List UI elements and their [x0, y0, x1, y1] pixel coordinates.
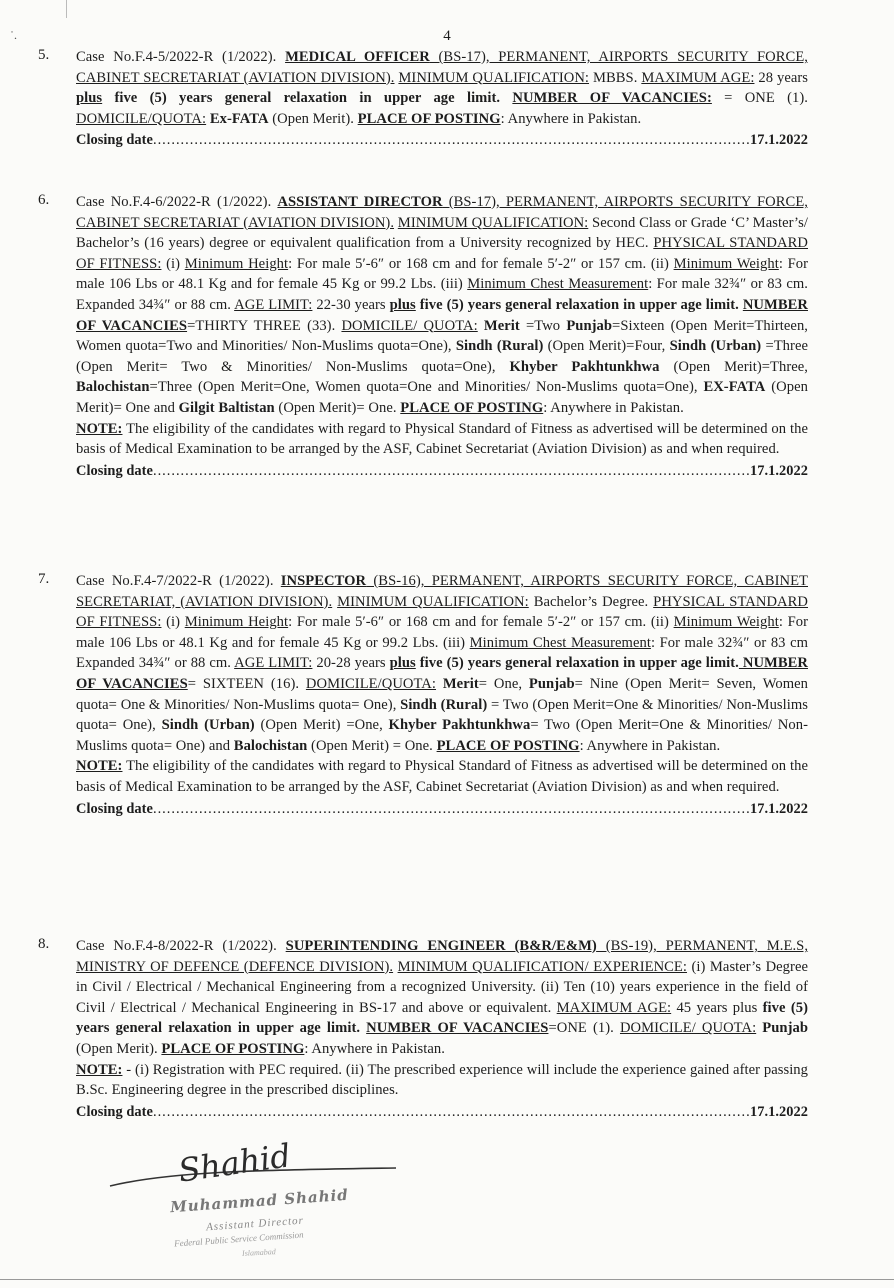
scan-edge-line: [66, 0, 67, 18]
text-segment: Case No.F.4-5/2022-R (1/2022).: [76, 49, 286, 65]
case-number: 6.: [38, 192, 50, 208]
text-segment: 45 years plus: [671, 999, 763, 1016]
text-segment: NUMBER OF VACANCIES: [76, 655, 809, 692]
text-segment: Sindh (Rural): [455, 338, 544, 355]
text-segment: MEDICAL OFFICER: [285, 49, 430, 65]
text-segment: = Nine (Open Merit= Seven, Women quota= One & Minorities/ Non-Muslims quota= One),: [76, 675, 808, 713]
text-segment: five (5) years general relaxation in upper age limit.: [102, 90, 513, 107]
scan-bottom-edge: [0, 1279, 894, 1280]
text-segment: Minimum Height: [184, 614, 289, 631]
case-text: [76, 192, 808, 419]
text-segment: NUMBER OF VACANCIES: [76, 296, 808, 334]
text-segment: (Open Merit).: [76, 1040, 162, 1057]
case-body: [76, 571, 808, 819]
text-segment: : For male 32¾″ or 83 cm Expanded 34¾″ or 88 cm.: [76, 634, 808, 672]
closing-date-line: [76, 1102, 808, 1123]
text-segment: (i): [161, 614, 185, 631]
text-segment: SUPERINTENDING ENGINEER (B&R/E&M): [285, 938, 597, 954]
text-segment: plus: [389, 296, 416, 313]
text-segment: = ONE (1).: [711, 90, 808, 107]
leader-dots: [153, 130, 750, 151]
case-6: [38, 192, 808, 481]
case-text: [76, 47, 808, 129]
text-segment: PLACE OF POSTING: [400, 399, 544, 416]
stamp-name: Muhammad Shahid: [169, 1185, 350, 1217]
text-segment: NUMBER OF VACANCIES: [366, 1020, 549, 1037]
text-segment: MINIMUM QUALIFICATION:: [337, 593, 529, 610]
signature-block: [108, 1136, 408, 1260]
text-segment: : For male 5′-6″ or 168 cm and for female 5′-2″ or 157 cm. (ii): [288, 255, 674, 272]
text-segment: : For male 32¾″ or 83 cm. Expanded 34¾″ or 88 cm.: [76, 276, 808, 313]
text-segment: MAXIMUM AGE:: [641, 69, 755, 86]
note-text: - (i) Registration with PEC required. (ii) The prescribed experience will include the experience gained after passing B.Sc. Engineering degree in the prescribed disciplines.: [76, 1061, 808, 1099]
closing-date-line: [76, 461, 808, 482]
case-number: 7.: [38, 571, 50, 587]
text-segment: : Anywhere in Pakistan.: [304, 1040, 445, 1057]
closing-date-label: Closing date: [76, 800, 153, 817]
text-segment: Minimum Weight: [673, 614, 779, 631]
text-segment: =Three (Open Merit=One, Women quota=One and Minorities/ Non-Muslims quota=One),: [149, 379, 704, 396]
text-segment: = SIXTEEN (16).: [187, 675, 306, 692]
text-segment: plus: [76, 90, 103, 107]
stamp-title: Assistant Director: [205, 1214, 305, 1234]
text-segment: EX-FATA: [703, 379, 766, 396]
note-label: NOTE:: [76, 420, 123, 437]
closing-date-label: Closing date: [76, 132, 153, 149]
text-segment: (Open Merit)=Three,: [659, 358, 808, 375]
note-text: The eligibility of the candidates with regard to Physical Standard of Fitness as advertised will be determined on the basis of Medical Examination to be arranged by the ASF, Cabinet Secretariat (Aviation Division) as and when required.: [76, 758, 808, 795]
closing-date-line: [76, 130, 808, 151]
closing-date-label: Closing date: [76, 462, 153, 479]
closing-date-value: 17.1.2022: [749, 1103, 808, 1120]
text-segment: =ONE (1).: [548, 1020, 620, 1037]
closing-date-value: 17.1.2022: [749, 132, 808, 149]
text-segment: Case No.F.4-7/2022-R (1/2022).: [76, 573, 281, 589]
text-segment: NUMBER OF VACANCIES:: [512, 90, 712, 107]
text-segment: Balochistan: [76, 379, 150, 396]
text-segment: : For male 106 Lbs or 48.1 Kg and for female 45 Kg or 99.2 Lbs. (iii): [76, 614, 808, 651]
text-segment: five (5) years general relaxation in upper age limit.: [76, 999, 808, 1037]
case-body: [76, 936, 808, 1122]
text-segment: (i): [161, 255, 185, 272]
text-segment: Minimum Weight: [673, 255, 779, 272]
text-segment: Khyber Pakhtunkhwa: [509, 358, 660, 375]
text-segment: =Two: [519, 317, 567, 334]
handwritten-signature: Shahid: [175, 1136, 294, 1190]
text-segment: DOMICILE/ QUOTA:: [619, 1020, 757, 1037]
text-segment: Second Class or Grade ‘C’ Master’s/ Bachelor’s (16 years) degree or equivalent qualification from a University recognized by HEC.: [76, 214, 808, 252]
case-7: [38, 571, 808, 819]
text-segment: =Three (Open Merit= Two & Minorities/ Non-Muslims quota=One),: [76, 338, 808, 375]
text-segment: (Open Merit) =One,: [254, 717, 389, 734]
text-segment: : Anywhere in Pakistan.: [543, 399, 684, 416]
note-label: NOTE:: [76, 758, 123, 775]
case-8: [38, 936, 808, 1122]
text-segment: (BS-19), PERMANENT, M.E.S, MINISTRY OF DEFENCE (DEFENCE DIVISION).: [76, 938, 809, 975]
text-segment: (Open Merit).: [268, 110, 358, 127]
text-segment: = Two (Open Merit=One & Minorities/ Non-Muslims quota= One),: [76, 696, 808, 734]
leader-dots: [153, 461, 750, 482]
text-segment: AGE LIMIT:: [234, 296, 313, 313]
text-segment: (Open Merit) = One.: [307, 737, 437, 754]
text-segment: PLACE OF POSTING: [161, 1040, 305, 1057]
text-segment: Punjab: [528, 675, 575, 692]
text-segment: : Anywhere in Pakistan.: [579, 737, 721, 754]
closing-date-line: [76, 799, 808, 820]
case-body: [76, 47, 808, 151]
text-segment: Gilgit Baltistan: [178, 399, 275, 416]
case-note: [76, 419, 808, 460]
text-segment: Bachelor’s Degree.: [528, 593, 654, 610]
case-text: [76, 936, 808, 1060]
text-segment: (Open Merit)= One.: [274, 399, 401, 416]
text-segment: Minimum Chest Measurement: [467, 276, 649, 293]
text-segment: (BS-16), PERMANENT, AIRPORTS SECURITY FORCE, CABINET SECRETARIAT, (AVIATION DIVISION).: [76, 573, 808, 610]
text-segment: MAXIMUM AGE:: [556, 999, 672, 1016]
text-segment: Sindh (Rural): [400, 696, 488, 713]
text-segment: = One,: [478, 675, 529, 692]
closing-date-label: Closing date: [76, 1103, 153, 1120]
text-segment: (Open Merit)= One and: [76, 379, 808, 416]
case-number: 5.: [38, 47, 50, 63]
text-segment: PLACE OF POSTING: [436, 737, 580, 754]
text-segment: MINIMUM QUALIFICATION:: [398, 69, 590, 86]
text-segment: : Anywhere in Pakistan.: [500, 110, 642, 127]
text-segment: DOMICILE/QUOTA:: [305, 675, 437, 692]
note-text: The eligibility of the candidates with regard to Physical Standard of Fitness as advertised will be determined on the basis of Medical Examination to be arranged by the ASF, Cabinet Secretariat (Aviation Division) as and when required.: [76, 420, 808, 458]
case-5: [38, 47, 808, 151]
text-segment: plus: [389, 655, 416, 672]
text-segment: Merit: [442, 675, 479, 692]
text-segment: MINIMUM QUALIFICATION/ EXPERIENCE:: [397, 958, 688, 975]
closing-date-value: 17.1.2022: [749, 462, 808, 479]
text-segment: : For male 106 Lbs or 48.1 Kg and for female 45 Kg or 99.2 Lbs. (iii): [76, 255, 808, 293]
text-segment: (Open Merit)=Four,: [543, 338, 670, 355]
text-segment: Minimum Height: [184, 255, 289, 272]
text-segment: (BS-17), PERMANENT, AIRPORTS SECURITY FORCE, CABINET SECRETARIAT (AVIATION DIVISION).: [76, 49, 808, 86]
stamp-organization: Federal Public Service Commission: [173, 1229, 304, 1249]
case-note: [76, 1060, 808, 1101]
stamp-city: Islamabad: [241, 1247, 276, 1258]
text-segment: : For male 5′-6″ or 168 cm and for female 5′-2″ or 157 cm. (ii): [288, 614, 674, 631]
text-segment: Khyber Pakhtunkhwa: [388, 717, 531, 734]
text-segment: 22-30 years: [312, 296, 390, 313]
scan-speck: ˙.: [10, 28, 17, 42]
text-segment: INSPECTOR: [280, 573, 367, 589]
text-segment: Punjab: [566, 317, 613, 334]
text-segment: Minimum Chest Measurement: [469, 634, 651, 651]
case-body: [76, 192, 808, 481]
text-segment: Merit: [483, 317, 520, 334]
text-segment: DOMICILE/ QUOTA:: [341, 317, 478, 334]
leader-dots: [153, 799, 750, 820]
text-segment: Case No.F.4-6/2022-R (1/2022).: [76, 194, 278, 210]
leader-dots: [153, 1102, 750, 1123]
text-segment: MINIMUM QUALIFICATION:: [397, 214, 589, 231]
text-segment: Balochistan: [233, 737, 308, 754]
text-segment: [436, 676, 443, 692]
case-text: [76, 571, 808, 756]
text-segment: =THIRTY THREE (33).: [187, 317, 342, 334]
text-segment: five (5) years general relaxation in upper age limit.: [415, 296, 743, 313]
text-segment: (i) Master’s Degree in Civil / Electrical / Mechanical Engineering from a recognized University. (ii) Ten (10) years experience in the field of Civil / Electrical / Mechanical Engineering in BS-17 and above or equivalent.: [76, 958, 808, 1016]
text-segment: PHYSICAL STANDARD OF FITNESS:: [76, 235, 808, 272]
text-segment: (BS-17), PERMANENT, AIRPORTS SECURITY FORCE, CABINET SECRETARIAT (AVIATION DIVISION).: [76, 194, 808, 231]
text-segment: Case No.F.4-8/2022-R (1/2022).: [76, 938, 286, 954]
text-segment: Punjab: [762, 1020, 809, 1037]
text-segment: five (5) years general relaxation in upper age limit.: [415, 655, 739, 672]
text-segment: PLACE OF POSTING: [357, 110, 501, 127]
case-number: 8.: [38, 936, 50, 952]
page-number: 4: [443, 28, 451, 44]
text-segment: DOMICILE/QUOTA:: [76, 110, 207, 127]
text-segment: Sindh (Urban): [161, 717, 255, 734]
text-segment: AGE LIMIT:: [234, 655, 313, 672]
closing-date-value: 17.1.2022: [749, 800, 808, 817]
text-segment: = Two (Open Merit=One & Minorities/ Non-Muslims quota= One) and: [76, 717, 808, 754]
case-note: [76, 756, 808, 797]
text-segment: Sindh (Urban): [669, 338, 762, 355]
text-segment: 28 years: [754, 69, 809, 86]
text-segment: PHYSICAL STANDARD OF FITNESS:: [76, 593, 809, 631]
text-segment: 20-28 years: [312, 655, 390, 672]
text-segment: MBBS.: [589, 69, 642, 86]
text-segment: ASSISTANT DIRECTOR: [277, 194, 443, 210]
text-segment: Ex-FATA: [209, 110, 269, 127]
text-segment: =Sixteen (Open Merit=Thirteen, Women quota=Two and Minorities/ Non-Muslims quota=One),: [76, 317, 808, 355]
note-label: NOTE:: [76, 1061, 123, 1078]
